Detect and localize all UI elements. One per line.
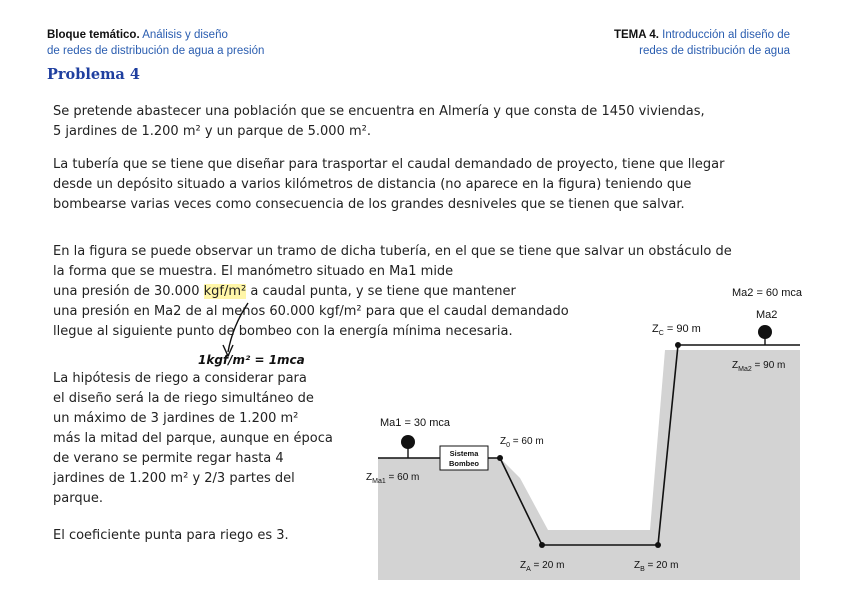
ma2-pressure-label: Ma2 = 60 mca (732, 287, 803, 299)
paragraph-3-text: a caudal punta, y se tiene que mantener (246, 284, 516, 299)
paragraph-3-line: En la figura se puede observar un tramo de dicha tubería, en el que se tiene que salvar un obstáculo de (53, 244, 732, 259)
pump-label-1: Sistema (449, 449, 479, 458)
header-topic-label: TEMA 4. (613, 29, 659, 41)
paragraph-3-line: una presión en Ma2 de al menos 60.000 kgf/m² para que el caudal demandado (53, 304, 569, 319)
node-c (675, 342, 681, 348)
paragraph-4-line: parque. (53, 491, 103, 506)
pump-label-2: Bombeo (449, 459, 479, 468)
ma2-label: Ma2 (756, 309, 778, 321)
node-a (539, 542, 545, 548)
z0-label: $Z_0 = 60$ m (500, 436, 544, 449)
ma1-pressure-label: Ma1 = 30 mca (380, 417, 451, 429)
header-block-label: Bloque temático. (47, 29, 140, 41)
paragraph-2-line: desde un depósito situado a varios kilómetros de distancia (no aparece en la figura) teniendo que (53, 177, 692, 192)
node-0 (497, 455, 503, 461)
paragraph-3-line: llegue al siguiente punto de bombeo con la energía mínima necesaria. (53, 324, 513, 339)
paragraph-4-line: el diseño será la de riego simultáneo de (53, 391, 314, 406)
zma1-label: $Z_{Ma1} = 60$ m (366, 472, 420, 485)
ma1-gauge-icon (401, 435, 415, 449)
za-label: $Z_A = 20$ m (520, 560, 565, 573)
paragraph-4-line: más la mitad del parque, aunque en época (53, 431, 333, 446)
unit-conversion-note: 1kgf/m² = 1mca (198, 353, 305, 367)
zb-label: $Z_B = 20$ m (634, 560, 679, 573)
pipeline-profile-diagram (360, 280, 820, 585)
zc-label: $Z_C = 90$ m (652, 323, 701, 337)
arrow-line (228, 303, 248, 352)
paragraph-1-line: Se pretende abastecer una población que se encuentra en Almería y que consta de 1450 viviendas, (53, 104, 705, 119)
highlighted-unit: kgf/m² (203, 284, 247, 299)
paragraph-4-line: de verano se permite regar hasta 4 (53, 451, 284, 466)
header-topic-title-1: Introducción al diseño de (662, 29, 790, 41)
paragraph-4-line: un máximo de 3 jardines de 1.200 m² (53, 411, 299, 426)
node-b (655, 542, 661, 548)
paragraph-4 (53, 369, 351, 509)
header-block-title-2: de redes de distribución de agua a presión (47, 45, 265, 57)
paragraph-2-line: La tubería que se tiene que diseñar para trasportar el caudal demandado de proyecto, tiene que llegar (53, 157, 725, 172)
paragraph-2-line: bombearse varias veces como consecuencia de los grandes desniveles que se tienen que salvar. (53, 197, 685, 212)
ma2-gauge-icon (758, 325, 772, 339)
header-topic-title-2: redes de distribución de agua (639, 45, 790, 57)
problem-title: Problema 4 (47, 66, 140, 83)
paragraph-1-line: 5 jardines de 1.200 m² y un parque de 5.000 m². (53, 124, 371, 139)
paragraph-3-line: la forma que se muestra. El manómetro situado en Ma1 mide (53, 264, 454, 279)
zma2-label: $Z_{Ma2} = 90$ m (732, 360, 786, 373)
paragraph-3-text: una presión de 30.000 (53, 284, 204, 299)
paragraph-5: El coeficiente punta para riego es 3. (53, 528, 289, 543)
header-block-title-1: Análisis y diseño (142, 29, 228, 41)
paragraph-4-line: La hipótesis de riego a considerar para (53, 371, 307, 386)
paragraph-4-line: jardines de 1.200 m² y 2/3 partes del (53, 471, 295, 486)
